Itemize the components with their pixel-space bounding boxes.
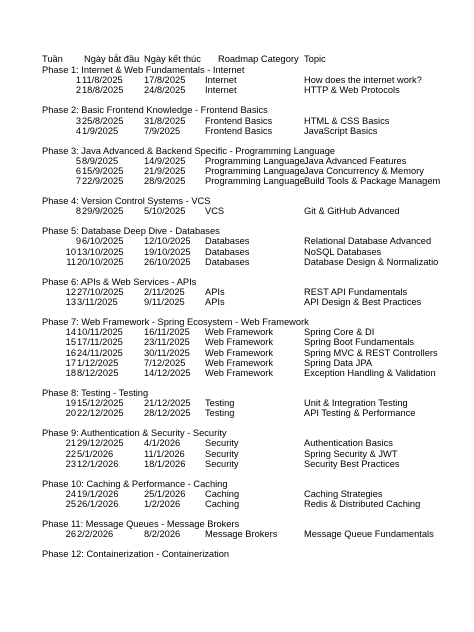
- topic: Spring Security & JWT: [304, 448, 398, 459]
- end-date: 24/8/2025: [144, 85, 186, 96]
- end-date: 30/11/2025: [144, 347, 190, 358]
- roadmap-category: APIs: [205, 297, 225, 308]
- week-number: 7: [75, 176, 81, 187]
- week-number: 21: [65, 438, 76, 449]
- roadmap-category: Programming Language: [205, 166, 305, 176]
- topic: Java Concurrency & Memory: [304, 166, 424, 176]
- topic: Security Best Practices: [304, 458, 400, 469]
- table-row: [0, 500, 474, 510]
- start-date: 20/10/2025: [77, 256, 124, 267]
- start-date: 8/12/2025: [77, 368, 119, 378]
- end-date: 21/12/2025: [144, 398, 191, 409]
- week-number: 22: [65, 448, 76, 459]
- start-date: 26/1/2026: [77, 499, 119, 510]
- topic: API Testing & Performance: [304, 408, 416, 419]
- week-number: 10: [65, 246, 76, 257]
- phase-title: Phase 1: Internet & Web Fundamentals - Internet: [42, 65, 245, 75]
- phase-title: Phase 4: Version Control Systems - VCS: [42, 196, 211, 207]
- week-number: 16: [65, 347, 76, 358]
- topic: Spring Boot Fundamentals: [304, 337, 415, 348]
- table-row: [0, 369, 474, 379]
- table-row: [0, 177, 474, 187]
- end-date: 14/9/2025: [144, 155, 186, 166]
- table-row: [0, 409, 474, 419]
- roadmap-category: Databases: [205, 256, 250, 267]
- table-row: [0, 76, 474, 86]
- roadmap-category: Web Framework: [205, 347, 274, 358]
- phase-title: Phase 6: APIs & Web Services - APIs: [42, 276, 197, 287]
- roadmap-category: Security: [205, 438, 239, 449]
- start-date: 3/11/2025: [77, 297, 118, 308]
- topic: NoSQL Databases: [304, 246, 382, 257]
- end-date: 16/11/2025: [144, 327, 190, 338]
- week-number: 17: [65, 357, 76, 368]
- topic: HTML & CSS Basics: [304, 115, 390, 126]
- start-date: 12/1/2026: [77, 458, 119, 469]
- roadmap-category: Caching: [205, 488, 240, 499]
- start-date: 25/8/2025: [82, 115, 124, 126]
- start-date: 18/8/2025: [82, 85, 124, 96]
- week-number: 3: [75, 115, 81, 126]
- phase-title: Phase 8: Testing - Testing: [42, 387, 149, 398]
- end-date: 23/11/2025: [144, 337, 190, 348]
- phase-title: Phase 9: Authentication & Security - Security: [42, 428, 227, 439]
- end-date: 12/10/2025: [144, 236, 191, 247]
- start-date: 15/9/2025: [82, 166, 124, 176]
- end-date: 8/2/2026: [144, 529, 181, 540]
- topic: Redis & Distributed Caching: [304, 499, 421, 510]
- end-date: 2/11/2025: [144, 286, 185, 297]
- start-date: 17/11/2025: [77, 337, 123, 348]
- week-number: 18: [65, 368, 76, 378]
- week-number: 6: [75, 166, 81, 176]
- header-week: Tuần: [42, 54, 63, 64]
- topic: Build Tools & Package Managem: [304, 176, 441, 187]
- end-date: 19/10/2025: [144, 246, 191, 257]
- roadmap-category: Security: [205, 448, 239, 459]
- phase-title: Phase 10: Caching & Performance - Caching: [42, 478, 228, 489]
- end-date: 5/10/2025: [144, 206, 186, 217]
- start-date: 10/11/2025: [77, 327, 123, 338]
- week-number: 12: [65, 286, 76, 297]
- start-date: 1/12/2025: [77, 357, 119, 368]
- end-date: 4/1/2026: [144, 438, 181, 449]
- end-date: 21/9/2025: [144, 166, 186, 176]
- phase-heading-row: [0, 106, 474, 116]
- topic: Relational Database Advanced: [304, 236, 432, 247]
- roadmap-category: Programming Language: [205, 176, 305, 187]
- phase-title: Phase 7: Web Framework - Spring Ecosystem - Web Framework: [42, 317, 309, 327]
- topic: Caching Strategies: [304, 488, 383, 499]
- table-row: [0, 460, 474, 470]
- roadmap-category: Internet: [205, 75, 237, 86]
- roadmap-category: Message Brokers: [205, 529, 278, 540]
- start-date: 13/10/2025: [77, 246, 124, 257]
- week-number: 2: [75, 85, 81, 96]
- roadmap-category: Web Framework: [205, 327, 274, 338]
- table-row: [0, 298, 474, 308]
- end-date: 7/12/2025: [144, 357, 186, 368]
- topic: Git & GitHub Advanced: [304, 206, 400, 217]
- roadmap-category: Internet: [205, 85, 237, 96]
- end-date: 28/9/2025: [144, 176, 186, 187]
- roadmap-category: Frontend Basics: [205, 125, 273, 136]
- topic: Spring MVC & REST Controllers: [304, 347, 438, 358]
- topic: API Design & Best Practices: [304, 297, 422, 308]
- roadmap-category: Web Framework: [205, 357, 274, 368]
- topic: Spring Data JPA: [304, 357, 373, 368]
- topic: HTTP & Web Protocols: [304, 85, 400, 96]
- week-number: 11: [66, 256, 76, 267]
- roadmap-category: Frontend Basics: [205, 115, 273, 126]
- week-number: 19: [65, 398, 76, 409]
- end-date: 25/1/2026: [144, 488, 186, 499]
- roadmap-category: APIs: [205, 286, 225, 297]
- roadmap-category: Databases: [205, 246, 250, 257]
- end-date: 11/1/2026: [144, 448, 185, 459]
- end-date: 28/12/2025: [144, 408, 191, 419]
- roadmap-category: VCS: [205, 206, 225, 217]
- roadmap-category: Web Framework: [205, 368, 274, 378]
- start-date: 2/2/2026: [77, 529, 114, 540]
- start-date: 6/10/2025: [82, 236, 124, 247]
- week-number: 15: [65, 337, 76, 348]
- start-date: 5/1/2026: [77, 448, 114, 459]
- start-date: 22/12/2025: [77, 408, 124, 419]
- roadmap-category: Web Framework: [205, 337, 274, 348]
- roadmap-category: Testing: [205, 398, 235, 409]
- topic: Spring Core & DI: [304, 327, 375, 338]
- week-number: 1: [75, 75, 81, 86]
- week-number: 23: [65, 458, 76, 469]
- table-row: [0, 530, 474, 540]
- start-date: 27/10/2025: [77, 286, 124, 297]
- header-row: [0, 55, 474, 65]
- week-number: 26: [65, 529, 76, 540]
- roadmap-category: Testing: [205, 408, 235, 419]
- end-date: 18/1/2026: [144, 458, 186, 469]
- header-end-date: Ngày kết thúc: [144, 54, 201, 64]
- end-date: 1/2/2026: [144, 499, 181, 510]
- table-row: [0, 117, 474, 127]
- week-number: 9: [75, 236, 81, 247]
- start-date: 8/9/2025: [82, 155, 119, 166]
- start-date: 29/12/2025: [77, 438, 124, 449]
- end-date: 7/9/2025: [144, 125, 181, 136]
- start-date: 22/9/2025: [82, 176, 124, 187]
- table-row: [0, 86, 474, 96]
- table-row: [0, 127, 474, 137]
- topic: Database Design & Normalizatio: [304, 256, 439, 267]
- header-topic: Topic: [304, 54, 326, 64]
- end-date: 31/8/2025: [144, 115, 186, 126]
- header-start-date: Ngày bắt đầu: [84, 54, 140, 64]
- phase-title: Phase 3: Java Advanced & Backend Specific - Programming Language: [42, 145, 336, 156]
- week-number: 13: [65, 297, 76, 308]
- start-date: 1/9/2025: [82, 125, 119, 136]
- week-number: 25: [65, 499, 76, 510]
- topic: Authentication Basics: [304, 438, 393, 449]
- table-row: [0, 258, 474, 268]
- roadmap-category: Caching: [205, 499, 240, 510]
- start-date: 19/1/2026: [77, 488, 119, 499]
- phase-heading-row: [0, 197, 474, 207]
- phase-title: Phase 11: Message Queues - Message Brokers: [42, 519, 240, 529]
- end-date: 26/10/2025: [144, 256, 191, 267]
- week-number: 20: [65, 408, 76, 419]
- table-row: [0, 439, 474, 449]
- end-date: 9/11/2025: [144, 297, 185, 308]
- topic: JavaScript Basics: [304, 125, 378, 136]
- topic: Message Queue Fundamentals: [304, 529, 434, 540]
- phase-heading-row: [0, 550, 474, 560]
- end-date: 14/12/2025: [144, 368, 191, 378]
- table-row: [0, 237, 474, 247]
- header-roadmap-category: Roadmap Category: [218, 54, 299, 64]
- phase-title: Phase 5: Database Deep Dive - Databases: [42, 226, 220, 237]
- table-row: [0, 207, 474, 217]
- week-number: 5: [75, 155, 81, 166]
- roadmap-category: Programming Language: [205, 155, 305, 166]
- start-date: 15/12/2025: [77, 398, 124, 409]
- table-row: [0, 338, 474, 348]
- week-number: 8: [75, 206, 81, 217]
- end-date: 17/8/2025: [144, 75, 186, 86]
- phase-title: Phase 12: Containerization - Containerization: [42, 549, 230, 560]
- topic: Unit & Integration Testing: [304, 398, 408, 409]
- week-number: 24: [65, 488, 76, 499]
- roadmap-category: Security: [205, 458, 239, 469]
- start-date: 29/9/2025: [82, 206, 124, 217]
- start-date: 24/11/2025: [77, 347, 123, 358]
- week-number: 14: [65, 327, 76, 338]
- topic: Exception Handling & Validation: [304, 368, 436, 378]
- phase-title: Phase 2: Basic Frontend Knowledge - Frontend Basics: [42, 105, 268, 116]
- topic: REST API Fundamentals: [304, 286, 408, 297]
- roadmap-category: Databases: [205, 236, 250, 247]
- week-number: 4: [75, 125, 81, 136]
- topic: How does the internet work?: [304, 75, 422, 86]
- start-date: 11/8/2025: [82, 75, 123, 86]
- topic: Java Advanced Features: [304, 155, 407, 166]
